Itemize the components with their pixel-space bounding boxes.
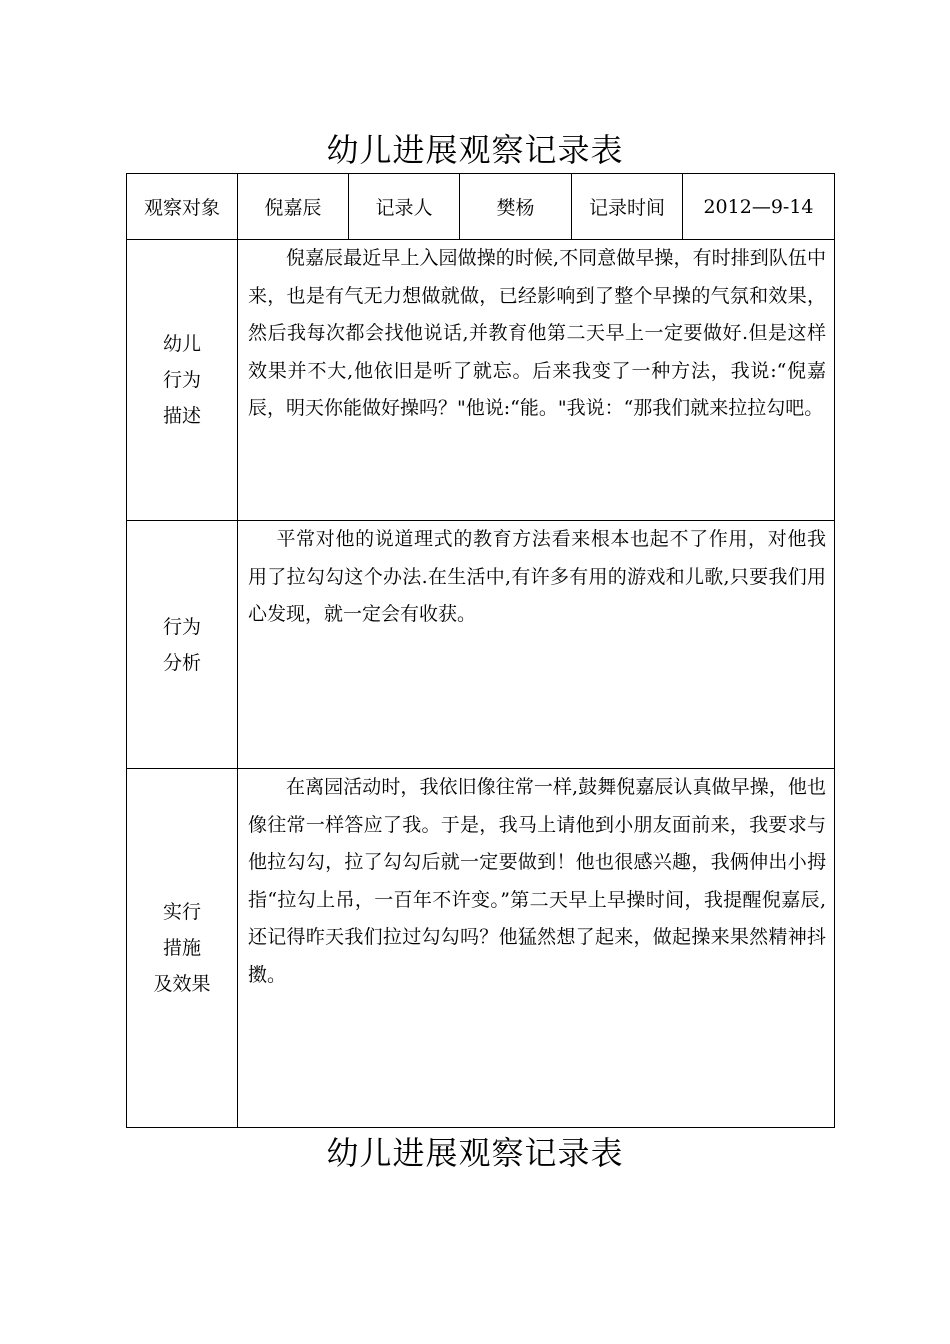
analysis-label-line: 行为 — [162, 615, 201, 638]
next-page-title: 幼儿进展观察记录表 — [326, 1134, 624, 1172]
measures-row — [127, 769, 835, 1128]
record-time-value: 2012—9-14 — [683, 174, 835, 240]
analysis-label — [127, 521, 238, 769]
analysis-content — [238, 521, 835, 769]
page-title: 幼儿进展观察记录表 — [326, 131, 624, 169]
analysis-label-line: 分析 — [162, 651, 201, 674]
subject-label: 观察对象 — [127, 174, 238, 240]
subject-value: 倪嘉辰 — [238, 174, 349, 240]
behavior-description-text: 倪嘉辰最近早上入园做操的时候,不同意做早操，有时排到队伍中来，也是有气无力想做就做，已经影响到了整个早操的气氛和效果，然后我每次都会找他说话,并教育他第二天早上一定要做好.但是这样效果并不大,他依旧是听了就忘。后来我变了一种方法，我说:“倪嘉辰，明天你能做好操吗？"他说:“能。"我说：“那我们就来拉拉勾吧。 — [248, 247, 826, 419]
behavior-label-line: 幼儿 — [162, 333, 201, 355]
observation-record-table — [126, 173, 835, 1128]
measures-text: 在离园活动时，我依旧像往常一样,鼓舞倪嘉辰认真做早操，他也像往常一样答应了我。于是，我马上请他到小朋友面前来，我要求与他拉勾勾，拉了勾勾后就一定要做到！他也很感兴趣，我俩伸出小拇指“拉勾上吊，一百年不许变。”第二天早上早操时间，我提醒倪嘉辰,还记得昨天我们拉过勾勾吗？他猛然想了起来，做起操来果然精神抖擞。 — [248, 776, 826, 986]
record-time-label: 记录时间 — [572, 174, 683, 240]
measures-label-line: 措施 — [162, 937, 201, 959]
recorder-value: 樊杨 — [460, 174, 572, 240]
measures-label-line: 及效果 — [153, 973, 211, 995]
analysis-row — [127, 521, 835, 769]
behavior-row — [127, 240, 835, 521]
header-row — [127, 174, 835, 240]
measures-content — [238, 769, 835, 1128]
analysis-text: 平常对他的说道理式的教育方法看来根本也起不了作用，对他我用了拉勾勾这个办法.在生活中,有许多有用的游戏和儿歌,只要我们用心发现，就一定会有收获。 — [248, 528, 826, 625]
measures-label — [127, 769, 238, 1128]
measures-label-line: 实行 — [162, 901, 201, 923]
behavior-label-line: 行为 — [162, 369, 201, 391]
behavior-description — [238, 240, 835, 521]
behavior-label-line: 描述 — [162, 405, 201, 427]
behavior-label — [127, 240, 238, 521]
recorder-label: 记录人 — [349, 174, 460, 240]
